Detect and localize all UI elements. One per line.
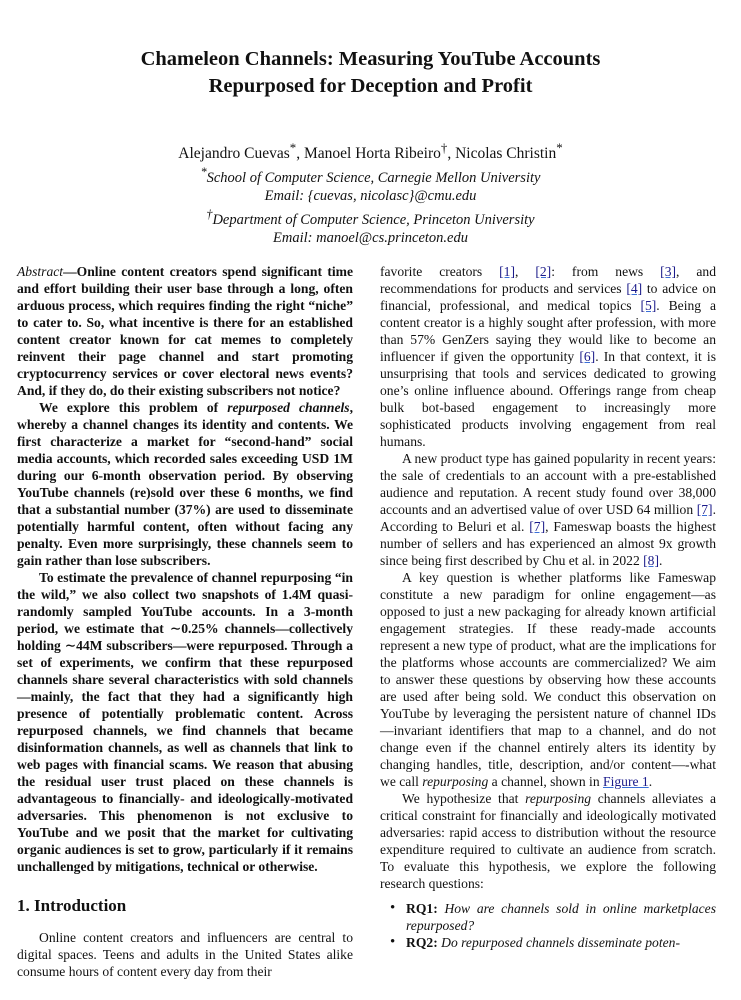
citation-7-b[interactable]: [7] — [529, 519, 546, 534]
author-ribeiro: , Manoel Horta Ribeiro — [296, 145, 441, 163]
abstract-label: Abstract — [17, 264, 64, 279]
left-column — [17, 263, 353, 980]
abstract-paragraph-3: To estimate the prevalence of channel repurposing “in the wild,” we also collect two snapshots of 1.4M quasi-randomly sampled YouTube accounts. In a 3-month period, we estimate that ∼0.25% channels—collectively holding ∼44M subscribers—were repurposed. Through a set of experiments, we confirm that these repurposed channels share several characteristics with sold channels—mainly, the fact that they had a significantly high presence of potentially problematic content. Across repurposed channels, we find channels that became disinformation channels, as well as channels that link to web pages with financial scams. We reason that abusing the residual user trust placed on these channels is advantageous to financially- and ideologically-motivated adversaries. This phenomenon is not exclusive to YouTube and we posit that the market for cultivating organic audiences is set to grow, particularly if it remains unchallenged by mitigations, technical or otherwise. — [17, 570, 353, 874]
citation-8[interactable]: [8] — [643, 553, 659, 568]
section-heading-introduction: 1. Introduction — [17, 896, 127, 915]
citation-6[interactable]: [6] — [579, 349, 596, 364]
aff-sup-star: * — [200, 165, 207, 180]
citation-5[interactable]: [5] — [640, 298, 657, 313]
author-cuevas: Alejandro Cuevas — [178, 145, 290, 163]
intro-paragraph-2: favorite creators [1], [2]: from news [3], and recommendations for products and services [4] to advice on financial, professional, and medical topics [5]. Being a content creator is a highly sought after profession, with more than 57% GenZers saying they would like to become an influencer if given the opportunity [6]. In that context, it is unsurprising that tools and services dedicated to growing one’s online influence abound. Offerings range from cheap bulk bot-based engagement to increasingly more sophisticated products involving engagement from real humans. — [380, 264, 717, 449]
title-line-1: Chameleon Channels: Measuring YouTube Accounts — [140, 48, 601, 70]
aff-sup-dagger: † — [206, 206, 213, 221]
intro-paragraph-4: A key question is whether platforms like Fameswap constitute a new paradigm for online engagement—as opposed to just a new packaging for already known artificial engagement strategies. If these ready-made accounts represent a new type of product, what are the implications for the platforms whose accounts are commercialized? We aim to answer these questions by observing how these accounts are used after being sold. We conduct this observation on YouTube by leveraging the persistent nature of channel IDs—invariant identifiers that map to a channel, and do not change even if the channel entirely alters its identity by changing handles, title, description, and/or content—-what we call repurposing a channel, shown in Figure 1. — [380, 570, 716, 789]
abstract-paragraph-2: We explore this problem of repurposed channels, whereby a channel changes its identity and contents. We first characterize a market for “second-hand” social media accounts, which recorded sales exceeding USD 1M during our 6-month observation period. By observing YouTube channels (re)sold over these 6 months, we find that a substantial number (37%) are used to disseminate potentially harmful content, often without facing any penalty. Even more surprisingly, these channels seem to gain rather than lose subscribers. — [17, 400, 353, 568]
research-questions-list — [380, 900, 716, 951]
paper-title — [60, 46, 681, 100]
citation-7[interactable]: [7] — [696, 502, 713, 517]
right-column — [380, 263, 716, 951]
research-question-2: • RQ2: Do repurposed channels disseminate poten- — [406, 934, 716, 951]
email-cmu: Email: {cuevas, nicolasc}@cmu.edu — [264, 187, 477, 204]
citation-2[interactable]: [2] — [535, 264, 552, 279]
figure-1-link[interactable]: Figure 1 — [603, 774, 649, 789]
citation-3[interactable]: [3] — [660, 264, 677, 279]
abstract — [17, 263, 353, 875]
title-line-2: Repurposed for Deception and Profit — [208, 75, 533, 97]
intro-paragraph-1: Online content creators and influencers are central to digital spaces. Teens and adults in the United States alike consume hours of content every day from their — [17, 930, 353, 979]
affiliation-princeton: †Department of Computer Science, Princeton University — [206, 206, 535, 228]
author-names — [40, 138, 701, 163]
affiliation-cmu: *School of Computer Science, Carnegie Mellon University — [200, 165, 541, 186]
intro-paragraph-5: We hypothesize that repurposing channels alleviates a critical constraint for financially and ideologically motivated adversaries: rapid access to distribution without the resource expenditure required to cultivate an audience from scratch. To evaluate this hypothesis, we explore the following research questions: — [380, 791, 716, 891]
research-question-1: • RQ1: How are channels sold in online marketplaces repurposed? — [406, 900, 716, 934]
citation-1[interactable]: [1] — [499, 264, 516, 279]
sup-dagger: † — [440, 140, 448, 155]
abstract-paragraph-1: Abstract—Online content creators spend significant time and effort building their user base through a long, often arduous process, which requires finding the right “niche” to cater to. So, what incentive is there for an established content creator known for cat memes to completely reinvent their page channel and start promoting cryptocurrency services or cover electoral news events? And, if they do, do their existing subscribers not notice? — [17, 264, 353, 398]
author-block — [40, 138, 701, 247]
citation-4[interactable]: [4] — [626, 281, 643, 296]
sup-star-2: * — [556, 140, 563, 155]
sup-star: * — [289, 140, 297, 155]
author-christin: , Nicolas Christin — [447, 145, 557, 163]
email-princeton: Email: manoel@cs.princeton.edu — [273, 229, 468, 246]
intro-paragraph-3: A new product type has gained popularity in recent years: the sale of credentials to an account with a pre-established audience and reputation. A recent study found over 38,000 accounts and an advertised value of over USD 64 million [7]. According to Beluri et al. [7], Fameswap boasts the highest number of sellers and has experienced an almost 9x growth since being first described by Chu et al. in 2022 [8]. — [380, 451, 716, 568]
